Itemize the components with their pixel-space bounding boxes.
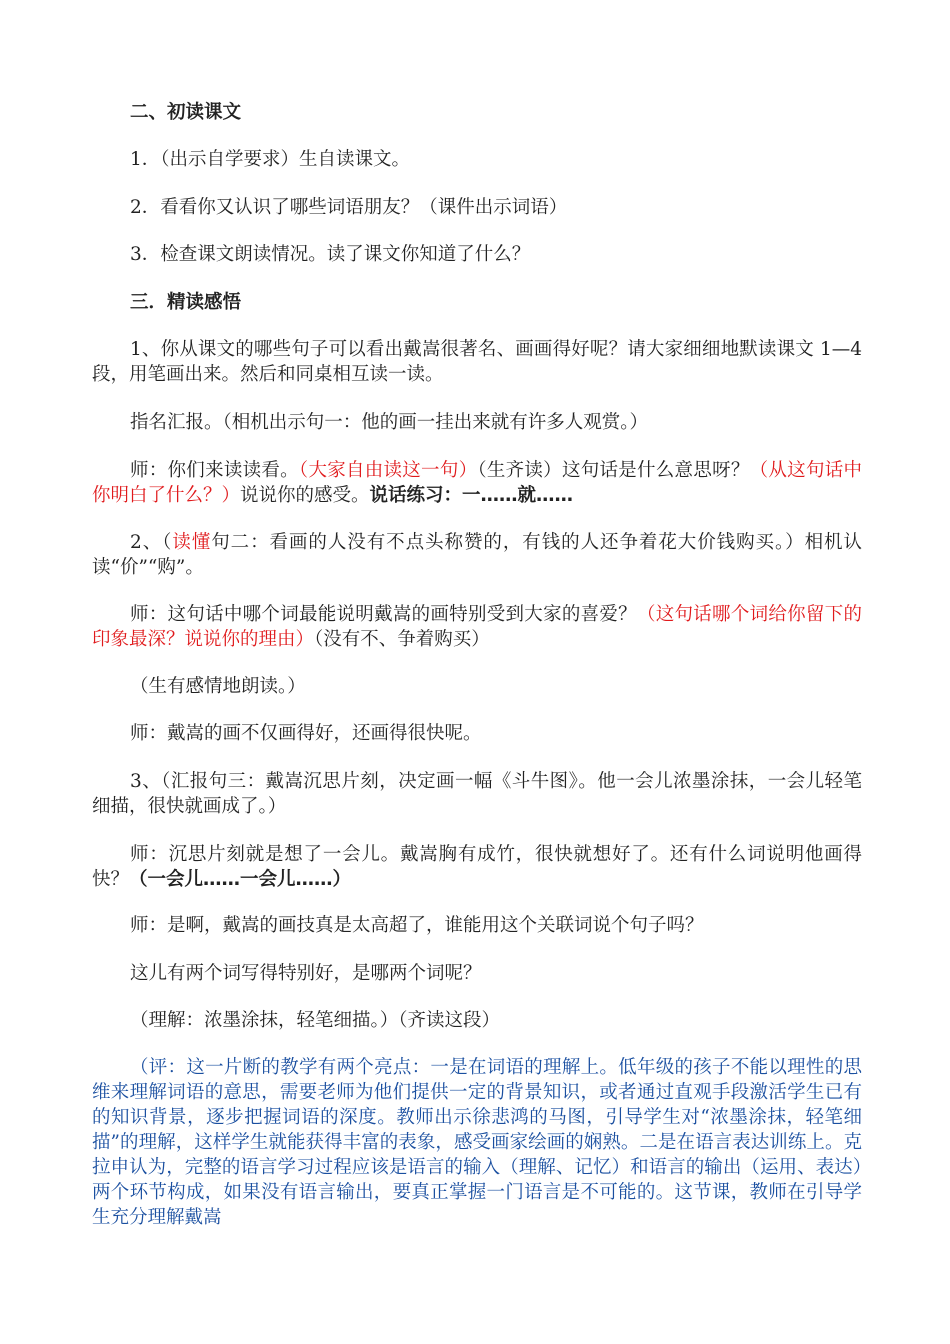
paragraph-teacher-3: 师：戴嵩的画不仅画得好，还画得很快呢。: [130, 723, 482, 744]
paragraph-teacher-1: [92, 458, 862, 508]
paragraph-sentence-3: 3、（汇报句三：戴嵩沉思片刻，决定画一幅《斗牛图》。他一会儿浓墨涂抹，一会儿轻笔细描，很快就画成了。）: [92, 771, 862, 817]
paragraph-question-1: 1、你从课文的哪些句子可以看出戴嵩很著名、画画得好呢？请大家细细地默读课文 1—4 段，用笔画出来。然后和同桌相互读一读。: [92, 339, 862, 385]
paragraph-understanding: （理解：浓墨涂抹，轻笔细描。）（齐读这段）: [130, 1010, 501, 1031]
red-annotation: （这句话哪个词给你留下的印象最深？说说你的理由）: [92, 604, 862, 650]
step-1-text: 1．（出示自学要求）生自读课文。: [130, 149, 411, 170]
red-annotation: （从这句话中你明白了什么？）: [92, 460, 862, 506]
paragraph-two-words: 这儿有两个词写得特别好，是哪两个词呢？: [130, 963, 482, 984]
red-annotation: （大家自由读这一句）: [298, 460, 478, 481]
commentary-paragraph: （评：这一片断的教学有两个亮点：一是在词语的理解上。低年级的孩子不能以理性的思维来理解词语的意思，需要老师为他们提供一定的背景知识，或者通过直观手段激活学生已有的知识背景，逐步把握词语的深度。教师出示徐悲鸿的马图，引导学生对“浓墨涂抹，轻笔细描”的理解，这样学生就能获得丰富的表象，感受画家绘画的娴熟。二是在语言表达训练上。克拉申认为，完整的语言学习过程应该是语言的输入（理解、记忆）和语言的输出（运用、表达）两个环节构成，如果没有语言输出，要真正掌握一门语言是不可能的。这节课，教师在引导学生充分理解戴嵩: [92, 1057, 862, 1228]
paragraph-teacher-2: [92, 602, 862, 652]
teacher-line-text: 师：沉思片刻就是想了一会儿。戴嵩胸有成竹，很快就想好了。还有什么词说明他画得快？: [92, 844, 862, 890]
connective-phrase: （一会儿……一会儿……）: [129, 869, 352, 890]
paragraph-teacher-5: 师：是啊，戴嵩的画技真是太高超了，谁能用这个关联词说个句子吗？: [130, 915, 704, 936]
paragraph-reading-aloud: （生有感情地朗读。）: [130, 676, 306, 697]
section-heading-first-reading: 二、初读课文: [130, 102, 242, 123]
paragraph-report-1: 指名汇报。（相机出示句一：他的画一挂出来就有许多人观赏。）: [130, 412, 649, 433]
sentence-2-prefix: 2、（: [130, 532, 173, 553]
sentence-2-text: 句二：看画的人没有不点头称赞的，有钱的人还争着花大价钱购买。）相机认读“价”“购”。: [92, 532, 862, 578]
paragraph-sentence-2: [92, 530, 862, 580]
teacher-line-text: 师：这句话中哪个词最能说明戴嵩的画特别受到大家的喜爱？: [130, 604, 637, 625]
teacher-line-text: 说说你的感受。: [240, 485, 370, 506]
red-annotation: 读懂: [172, 532, 212, 553]
section-heading-close-reading: 三．精读感悟: [130, 292, 242, 313]
teacher-line-text: 师：你们来读读看。: [130, 460, 299, 481]
speaking-practice-label: 说话练习：一……就……: [369, 485, 574, 506]
step-3-text: 3．检查课文朗读情况。读了课文你知道了什么？: [130, 244, 531, 265]
paragraph-teacher-4: [92, 842, 862, 892]
teacher-line-text: （生齐读）这句话是什么意思呀？: [477, 460, 750, 481]
step-2-text: 2．看看你又认识了哪些词语朋友？（课件出示词语）: [130, 197, 568, 218]
teacher-line-text: （没有不、争着购买）: [314, 629, 490, 650]
